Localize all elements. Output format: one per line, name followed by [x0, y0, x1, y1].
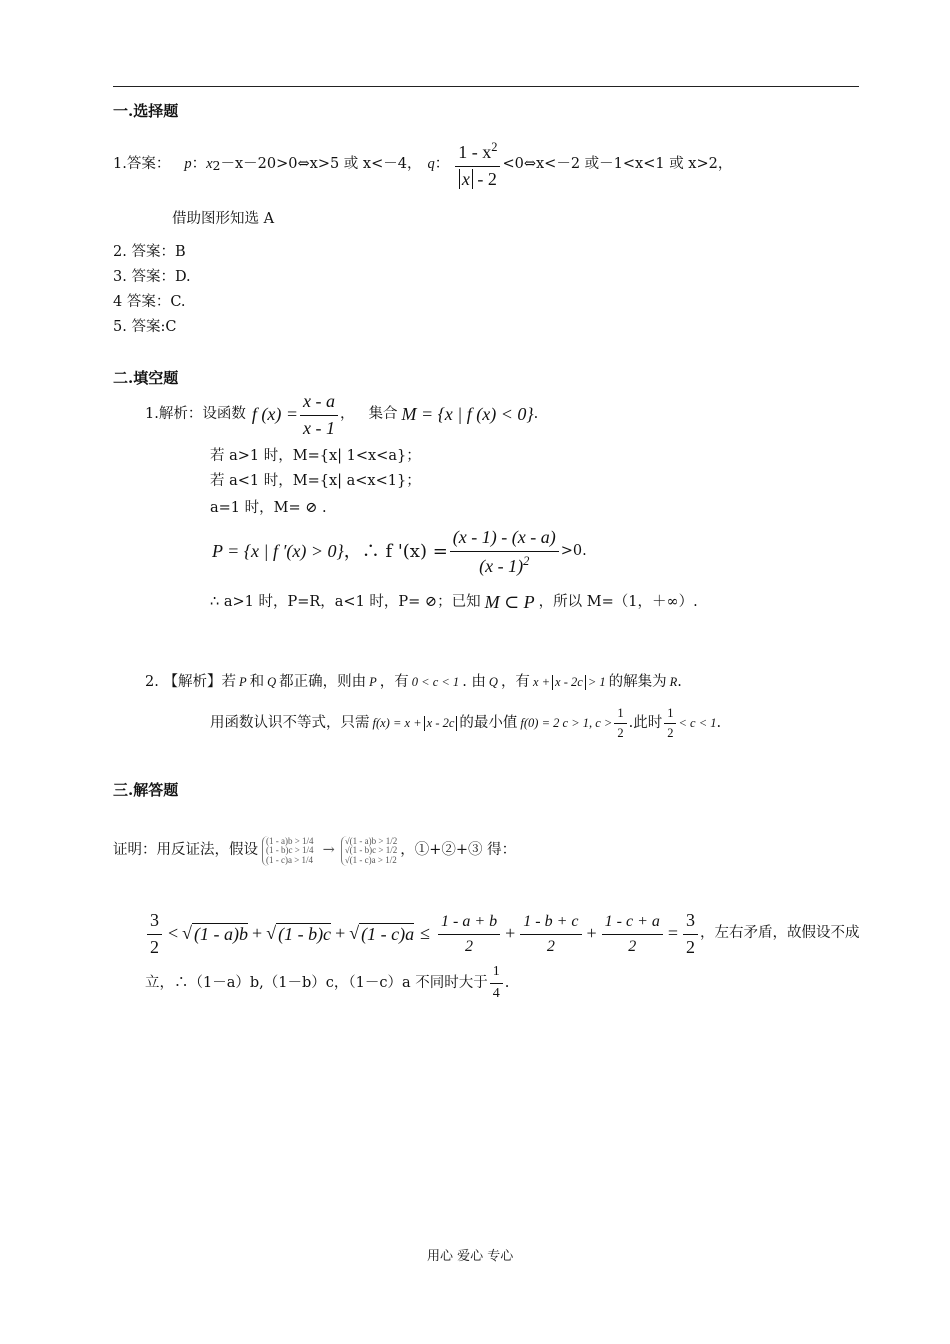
proof-sys2-a: √(1 - a)b > 1/2	[344, 836, 398, 846]
proof-rhs-num: 3	[683, 910, 698, 935]
fill2-P: P	[238, 675, 247, 690]
fill2-l2a: 用函数认识不等式，只需	[210, 714, 370, 731]
fill1-derivative-fraction	[450, 527, 559, 577]
fill2-l1c: ，有	[379, 674, 409, 690]
fill2-line1	[145, 674, 682, 691]
fill2-ineq2c: > 1	[587, 675, 606, 690]
proof-f3	[602, 912, 663, 955]
section-title-solve: 三.解答题	[113, 781, 179, 799]
fill1-d-den-sup: 2	[523, 553, 530, 568]
fill1-prefix: 1.解析：设函数	[145, 406, 246, 423]
q1-frac-num: 1 - x	[458, 142, 492, 162]
fill2-ineq1: 0 < c < 1	[411, 675, 460, 690]
fill2-half-num: 1	[614, 706, 626, 724]
proof-line1	[113, 836, 516, 866]
proof-sys1-b: (1 - b)c > 1/4	[266, 845, 314, 856]
fill1-therefore: ，∴ f '(x) =	[343, 541, 448, 563]
fill2-ineq2b: x - 2c	[552, 675, 586, 690]
fill1-case1: 若 a>1 时，M={x| 1<x<a}；	[210, 448, 421, 464]
fill2-l2e: .	[716, 714, 722, 731]
proof-sys2-c: √(1 - c)a > 1/2	[344, 854, 397, 865]
proof-sys1-c: (1 - c)a > 1/4	[266, 854, 314, 865]
fill1-gt0: >0.	[560, 543, 587, 560]
header-rule	[113, 86, 859, 87]
proof-lhs-den: 2	[150, 936, 159, 957]
fill2-Q: Q	[267, 675, 277, 690]
fill1-concl2: ，所以 M=（1，＋∞）.	[538, 594, 698, 611]
fill1-p-set: P = {x | f ′(x) > 0}	[212, 541, 344, 562]
fill2-l1b: 都正确，则由	[279, 674, 367, 690]
proof-r3: (1 - c)a	[361, 923, 415, 944]
fill1-set-label: 集合	[368, 406, 398, 423]
fill1-line1	[145, 391, 538, 439]
proof-line3	[145, 964, 509, 1003]
fill1-dot: .	[533, 406, 539, 423]
q1-fraction	[455, 140, 500, 190]
fill1-subset: M ⊂ P	[484, 592, 535, 612]
proof-plus-2: +	[335, 923, 346, 944]
proof-sqrt-sign-3: √	[349, 923, 360, 944]
fill1-concl: ∴ a>1 时，P=R，a<1 时，P= ⊘；已知	[210, 594, 481, 611]
proof-tail: ，左右矛盾，故假设不成	[700, 925, 860, 942]
page-footer: 用心 爱心 专心	[427, 1249, 514, 1264]
section-title-choice: 一.选择题	[113, 102, 179, 120]
fill1-fraction	[300, 391, 338, 439]
q1-p-label: p	[184, 156, 192, 173]
fill1-conclusion	[210, 592, 698, 614]
proof-quarter	[490, 964, 503, 1003]
proof-lhs-num: 3	[147, 910, 162, 935]
fill1-fx: f (x) =	[251, 404, 298, 425]
proof-lt: <	[168, 923, 179, 944]
fill2-half	[614, 706, 626, 741]
proof-plus-4: +	[586, 923, 597, 944]
q1-x: x	[206, 156, 213, 173]
fill2-half2-num: 1	[664, 706, 676, 724]
fill2-R: R	[669, 675, 678, 690]
answer-5: 5. 答案:C	[113, 319, 177, 335]
fill2-f0: f(0) = 2 c > 1, c >	[520, 716, 613, 730]
proof-r1: (1 - a)b	[194, 923, 249, 944]
proof-rhs-den: 2	[686, 936, 696, 957]
fill2-fabs: x - 2c	[424, 716, 458, 731]
q1-q-rest: <0⇔x<－2 或－1<x<1 或 x>2，	[502, 156, 733, 173]
fill2-Q2: Q	[488, 675, 498, 690]
proof-f1-num: 1 - a + b	[438, 912, 500, 934]
proof-f2-num: 1 - b + c	[520, 912, 581, 934]
proof-f2-den: 2	[546, 937, 555, 955]
proof-f3-num: 1 - c + a	[602, 912, 663, 934]
fill1-derivative-line	[212, 527, 587, 577]
q1-frac-den-rest: - 2	[472, 168, 497, 189]
section-title-fill: 二.填空题	[113, 369, 179, 387]
proof-sqrt-sign-2: √	[266, 923, 277, 944]
proof-arrow: →	[322, 842, 335, 859]
fill1-case2: 若 a<1 时，M={x| a<x<1}；	[210, 473, 421, 489]
fill2-l2d: < c < 1	[678, 716, 717, 730]
proof-r2: (1 - b)c	[278, 923, 332, 944]
proof-sys2-b: √(1 - b)c > 1/2	[344, 845, 398, 856]
q1-prefix: 1.答案：	[113, 156, 171, 173]
proof-eq: =	[667, 923, 679, 944]
fill2-fexpr: f(x) = x +	[372, 716, 422, 730]
fill2-l1g: .	[677, 674, 682, 690]
fill1-d-num: (x - 1) - (x - a)	[450, 527, 559, 552]
proof-system1	[262, 836, 317, 866]
q1-p-rest: －x－20>0⇔x>5 或 x<－4，	[220, 156, 422, 173]
answer-4: 4 答案：C.	[113, 294, 186, 310]
answer-3: 3. 答案：D.	[113, 269, 191, 285]
proof-f1	[438, 912, 500, 955]
fill1-den: x - 1	[302, 417, 335, 438]
fill1-comma: ，	[339, 406, 355, 423]
answer-2: 2. 答案：B	[113, 244, 186, 260]
q1-sub: 2	[212, 157, 221, 173]
proof-l3a: 立，∴（1－a）b,（1－b）c，（1－c）a 不同时大于	[145, 974, 488, 991]
proof-lhs	[147, 910, 162, 958]
q1-q-label: q	[427, 156, 435, 173]
q1-frac-den-x: x	[459, 169, 473, 189]
fill1-set: M = {x | f (x) < 0}	[401, 404, 534, 425]
proof-sqrt-sign-1: √	[182, 923, 193, 944]
q1-colon2: ：	[434, 156, 450, 173]
proof-system2	[341, 836, 401, 866]
fill1-case3: a=1 时，M= ⊘ .	[210, 500, 327, 516]
q1-line2: 借助图形知选 A	[172, 211, 275, 227]
proof-intro: 证明：用反证法，假设	[113, 842, 258, 859]
fill2-l2c: .此时	[628, 714, 663, 731]
fill2-and: 和	[249, 674, 265, 690]
fill2-l1d: . 由	[462, 674, 486, 690]
proof-q-den: 4	[492, 985, 500, 1001]
proof-le: ≤	[420, 923, 430, 944]
q1-line	[113, 140, 732, 190]
proof-f3-den: 2	[628, 937, 637, 955]
proof-q-num: 1	[490, 964, 503, 984]
proof-l3b: .	[504, 974, 510, 991]
fill2-half-den: 2	[617, 726, 624, 740]
fill2-l1e: ，有	[500, 674, 530, 690]
fill2-half2-den: 2	[667, 726, 674, 740]
proof-plus-1: +	[252, 923, 263, 944]
proof-plus-3: +	[505, 923, 516, 944]
proof-inequality-line	[145, 910, 860, 958]
fill2-P2: P	[369, 675, 377, 690]
fill2-ineq2a: x +	[532, 675, 551, 690]
q1-colon1: ：	[191, 156, 207, 173]
proof-f2	[520, 912, 581, 955]
proof-rhs	[683, 910, 698, 958]
fill1-num: x - a	[300, 391, 338, 416]
fill2-line2	[210, 706, 721, 741]
proof-sys1-a: (1 - a)b > 1/4	[266, 836, 314, 846]
fill1-d-den: (x - 1)	[479, 555, 524, 576]
proof-f1-den: 2	[465, 937, 474, 955]
fill2-l1a: 2. 【解析】若	[145, 674, 236, 690]
q1-frac-sup: 2	[491, 140, 498, 154]
fill2-l2b: 的最小值	[459, 714, 518, 731]
fill2-l1f: 的解集为	[608, 674, 667, 690]
fill2-half2	[664, 706, 676, 741]
proof-after: ，①+②+③ 得：	[400, 842, 517, 859]
